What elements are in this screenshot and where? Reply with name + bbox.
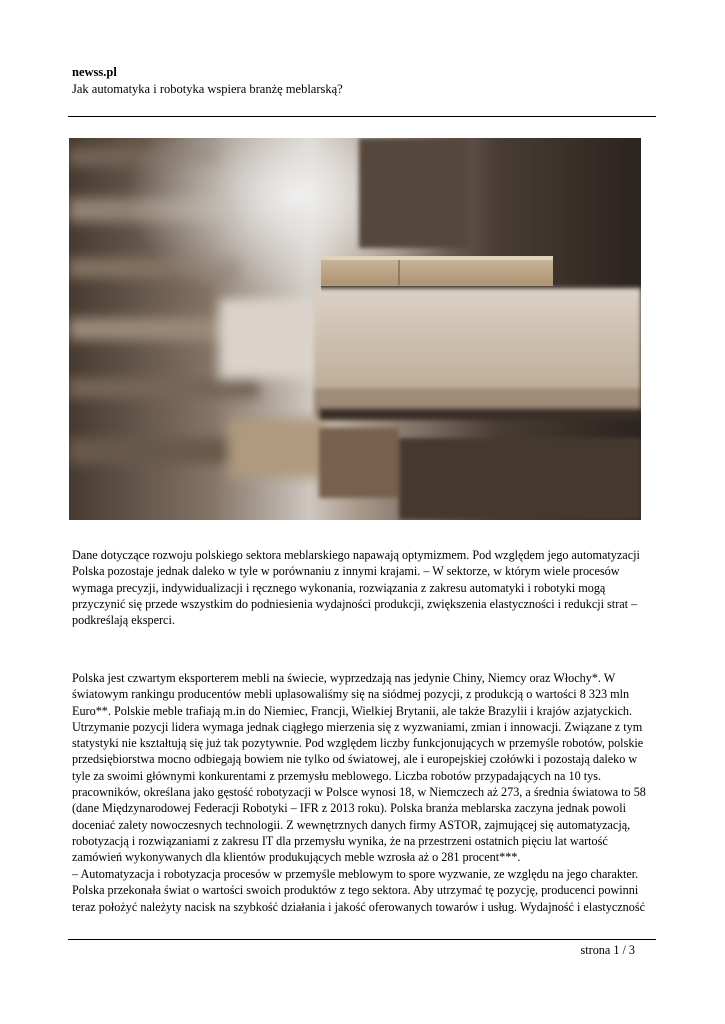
wood-planks-photo-icon [69,138,641,520]
body-paragraph: Polska jest czwartym eksporterem mebli na świecie, wyprzedzają nas jedynie Chiny, Niemcy oraz Włochy*. W światowym rankingu producentów mebli uplasowaliśmy się na siódmej pozycji, z produkcją o wartości 8 323 mln Euro**. Polskie meble trafiają m.in do Niemiec, Francji, Wielkiej Brytanii, ale także Brazylii i krajów azjatyckich. Utrzymanie pozycji lidera wymaga jednak ciągłego mierzenia się z wyzwaniami, zmian i innowacji. Związane z tym statystyki nie kształtują się już tak pozytywnie. Pod względem liczby funkcjonujących w przemyśle robotów, polskie przedsiębiorstwa mocno odbiegają bowiem nie tylko od światowej, ale i europejskiej czołówki i pozostają daleko w tyle za swoimi głównymi konkurentami z przemysłu meblowego. Liczba robotów przypadających na 10 tys. pracowników, określana jako gęstość robotyzacji w Polsce wynosi 18, w Niemczech aż 273, a średnia światowa to 58 (dane Międzynarodowej Federacji Robotyki – IFR z 2013 roku). Polska branża meblarska zaczyna jednak powoli doceniać zalety nowoczesnych technologii. Z wewnętrznych danych firmy ASTOR, zajmującej się automatyzacją, robotyzacją i rozwiązaniami z zakresu IT dla przemysłu wynika, że na przestrzeni ostatnich pięciu lat wartość zamówień wykonywanych dla klientów produkujących meble wzrosła aż o 281 procent***. [72,671,646,865]
footer-divider [68,939,656,940]
article-photo [69,138,641,520]
header-divider [68,116,656,117]
document-header [72,64,656,98]
body-paragraph-continued: – Automatyzacja i robotyzacja procesów w przemyśle meblowym to spore wyzwanie, ze względu na jego charakter. Polska przekonała świat o wartości swoich produktów z tego sektora. Aby utrzymać tę pozycję, producenci powinni teraz położyć należyty nacisk na szybkość działania i jakość oferowanych towarów i usług. Wydajność i elastyczność [72,867,646,914]
intro-paragraph: Dane dotyczące rozwoju polskiego sektora meblarskiego napawają optymizmem. Pod względem jego automatyzacji Polska pozostaje jednak daleko w tyle w porównaniu z innymi krajami. – W sektorze, w którym wiele procesów wymaga precyzji, indywidualizacji i ręcznego wykonania, rozwiązania z zakresu automatyki i robotyki mogą przyczynić się przede wszystkim do podniesienia wydajności produkcji, zwiększenia elastyczności i redukcji strat – podkreślają eksperci. [72,548,640,628]
article-title: Jak automatyka i robotyka wspiera branżę meblarską? [72,82,343,96]
page-number: strona 1 / 3 [580,943,635,957]
site-name: newss.pl [72,65,117,79]
